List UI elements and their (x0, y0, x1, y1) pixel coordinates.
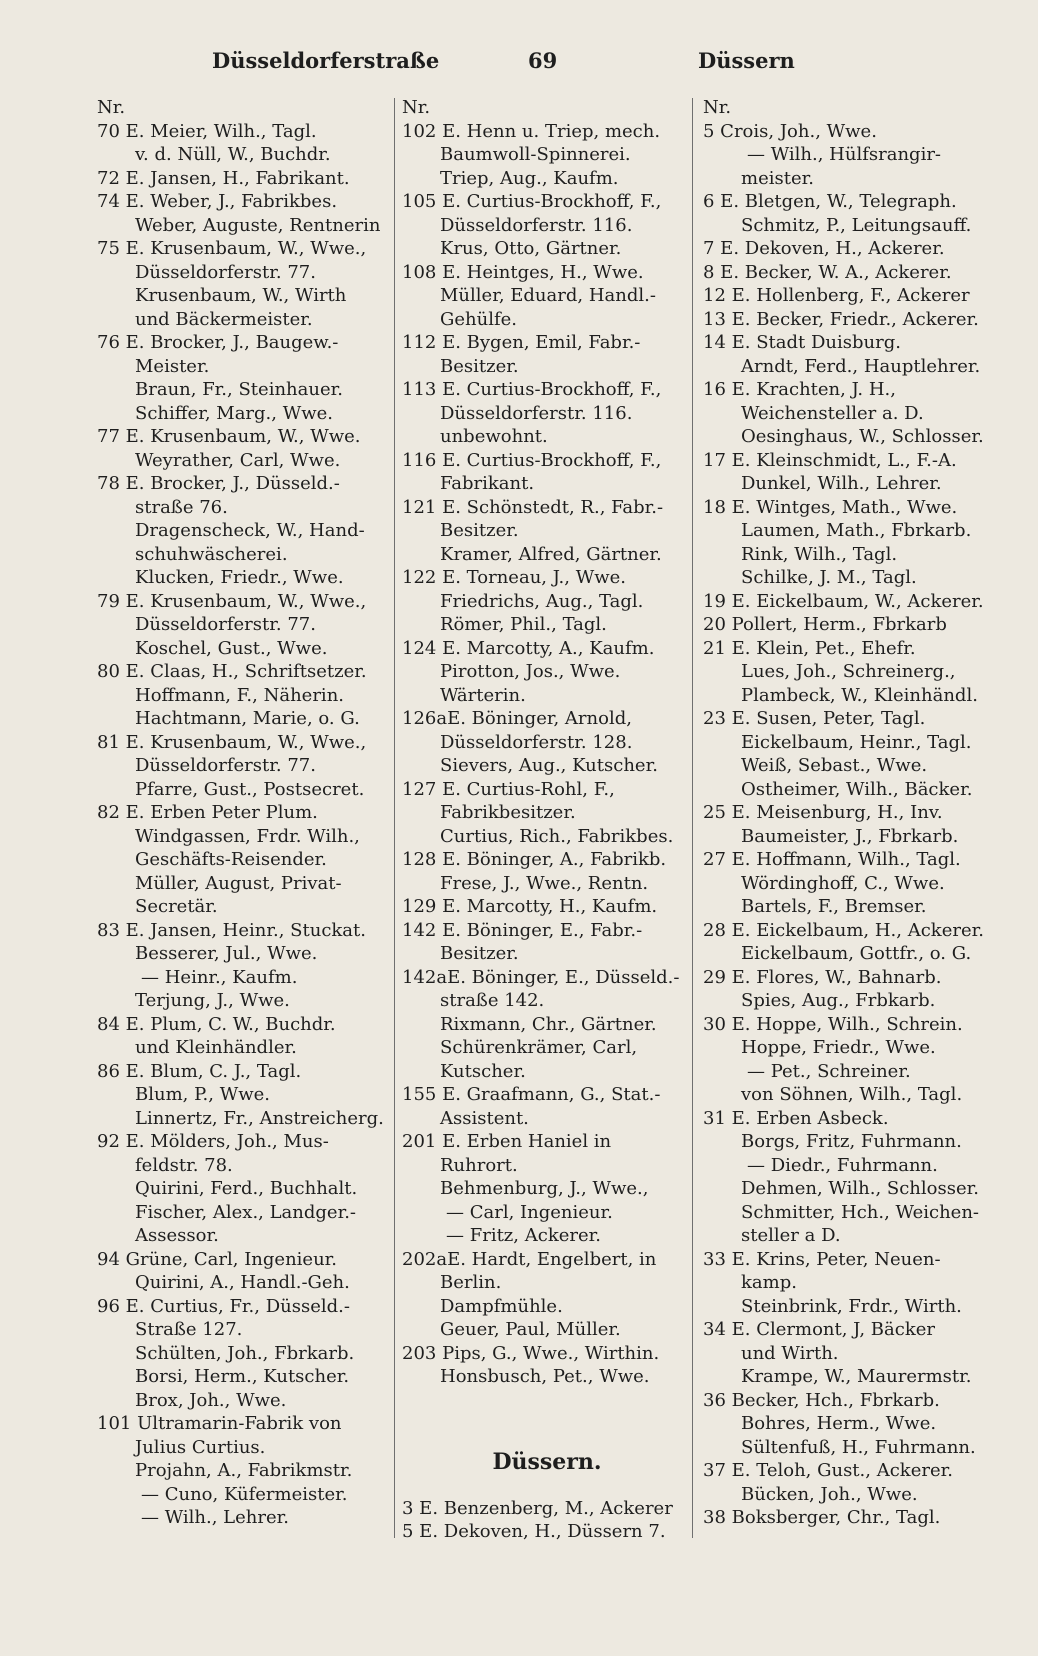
directory-line: Ostheimer, Wilh., Bäcker. (741, 778, 973, 800)
directory-line: unbewohnt. (440, 426, 548, 447)
directory-line: Pfarre, Gust., Postsecret. (135, 778, 365, 800)
directory-line: Römer, Phil., Tagl. (440, 614, 607, 635)
directory-line: 20 Pollert, Herm., Fbrkarb (703, 614, 947, 635)
column-2-entries (402, 96, 692, 1389)
directory-line: Oesinghaus, W., Schlosser. (741, 426, 984, 447)
directory-line: 127 E. Curtius-Rohl, F., (402, 778, 615, 800)
directory-line: — Heinr., Kaufm. (141, 966, 298, 988)
directory-line: Friedrichs, Aug., Tagl. (440, 590, 644, 612)
directory-line: 202aE. Hardt, Engelbert, in (402, 1248, 657, 1270)
directory-line: Fabrikant. (440, 473, 535, 494)
column-2 (402, 96, 692, 1544)
directory-line: Kramer, Alfred, Gärtner. (440, 543, 662, 565)
directory-line: Fabrikbesitzer. (440, 802, 576, 823)
directory-line: 14 E. Stadt Duisburg. (703, 332, 901, 353)
directory-line: Besitzer. (440, 355, 519, 377)
directory-line: Lues, Joh., Schreinerg., (741, 661, 956, 682)
directory-line: 75 E. Krusenbaum, W., Wwe., (97, 238, 367, 259)
directory-line: 33 E. Krins, Peter, Neuen- (703, 1248, 941, 1270)
directory-line: Fischer, Alex., Landger.- (135, 1201, 357, 1223)
directory-line: von Söhnen, Wilh., Tagl. (741, 1084, 963, 1105)
directory-line: 129 E. Marcotty, H., Kaufm. (402, 896, 658, 917)
directory-line: Assistent. (440, 1107, 529, 1129)
directory-line: Dehmen, Wilh., Schlosser. (741, 1178, 979, 1199)
directory-line: 28 E. Eickelbaum, H., Ackerer. (703, 919, 984, 941)
directory-line: 86 E. Blum, C. J., Tagl. (97, 1060, 302, 1082)
directory-line: Plambeck, W., Kleinhändl. (741, 684, 978, 706)
directory-line: Weichensteller a. D. (741, 402, 924, 424)
column-2-section-entries (402, 1497, 692, 1544)
directory-line: 37 E. Teloh, Gust., Ackerer. (703, 1460, 953, 1481)
directory-line: Bücken, Joh., Wwe. (741, 1483, 918, 1505)
page-header (0, 48, 1038, 88)
directory-line: 16 E. Krachten, J. H., (703, 379, 896, 400)
directory-line: 25 E. Meisenburg, H., Inv. (703, 802, 943, 823)
directory-line: Windgassen, Frdr. Wilh., (135, 825, 360, 847)
directory-line: 3 E. Benzenberg, M., Ackerer (402, 1497, 673, 1519)
directory-line: 94 Grüne, Carl, Ingenieur. (97, 1248, 338, 1270)
directory-line: Berlin. (440, 1272, 502, 1293)
header-street-name: Düsseldorferstraße (212, 48, 440, 73)
directory-line: 92 E. Mölders, Joh., Mus- (97, 1131, 329, 1152)
directory-line: Düsseldorferstr. 77. (135, 755, 316, 776)
directory-line: Schürenkrämer, Carl, (440, 1037, 638, 1058)
directory-line: 21 E. Klein, Pet., Ehefr. (703, 637, 916, 659)
directory-line: Krusenbaum, W., Wirth (135, 285, 347, 306)
directory-line: Braun, Fr., Steinhauer. (135, 379, 343, 400)
directory-line: Düsseldorferstr. 116. (440, 214, 633, 236)
directory-line: Rink, Wilh., Tagl. (741, 543, 898, 565)
directory-line: Dunkel, Wilh., Lehrer. (741, 473, 942, 494)
directory-line: 6 E. Bletgen, W., Telegraph. (703, 191, 957, 212)
directory-line: Projahn, A., Fabrikmstr. (135, 1460, 353, 1481)
directory-line: Pirotton, Jos., Wwe. (440, 661, 621, 682)
directory-line: Julius Curtius. (135, 1436, 266, 1458)
directory-line: Hachtmann, Marie, o. G. (135, 708, 360, 729)
directory-line: Weyrather, Carl, Wwe. (135, 449, 341, 471)
directory-line: Rixmann, Chr., Gärtner. (440, 1013, 657, 1035)
directory-line: 128 E. Böninger, A., Fabrikb. (402, 849, 667, 870)
page-number: 69 (528, 48, 558, 73)
directory-line: Honsbusch, Pet., Wwe. (440, 1366, 650, 1387)
directory-line: Krus, Otto, Gärtner. (440, 238, 622, 259)
directory-line: 76 E. Brocker, J., Baugew.- (97, 332, 339, 353)
directory-line: Müller, Eduard, Handl.- (440, 285, 656, 306)
directory-line: Schmitz, P., Leitungsauff. (741, 214, 972, 236)
directory-line: v. d. Nüll, W., Buchdr. (135, 144, 331, 165)
directory-line: 27 E. Hoffmann, Wilh., Tagl. (703, 849, 961, 870)
directory-line: 155 E. Graafmann, G., Stat.- (402, 1084, 661, 1105)
directory-line: Düsseldorferstr. 116. (440, 402, 633, 424)
directory-line: Schiffer, Marg., Wwe. (135, 402, 334, 424)
header-district-name: Düssern (698, 48, 795, 73)
directory-line: Blum, P., Wwe. (135, 1084, 270, 1105)
directory-line: Klucken, Friedr., Wwe. (135, 567, 344, 588)
directory-line: Dampfmühle. (440, 1295, 563, 1317)
directory-line: 142aE. Böninger, E., Düsseld.- (402, 966, 680, 988)
directory-line: Secretär. (135, 896, 218, 917)
directory-line: 36 Becker, Hch., Fbrkarb. (703, 1389, 940, 1411)
directory-line: 142 E. Böninger, E., Fabr.- (402, 919, 643, 941)
directory-line: 203 Pips, G., Wwe., Wirthin. (402, 1342, 660, 1364)
directory-line: Terjung, J., Wwe. (135, 990, 290, 1011)
directory-line: Hoppe, Friedr., Wwe. (741, 1037, 936, 1058)
directory-line: — Fritz, Ackerer. (446, 1225, 601, 1246)
directory-line: Steinbrink, Frdr., Wirth. (741, 1295, 962, 1317)
directory-line: 112 E. Bygen, Emil, Fabr.- (402, 332, 641, 353)
directory-line: 79 E. Krusenbaum, W., Wwe., (97, 590, 367, 612)
directory-line: Baumwoll-Spinnerei. (440, 144, 631, 165)
directory-line: Eickelbaum, Heinr., Tagl. (741, 731, 972, 753)
directory-line: schuhwäscherei. (135, 543, 288, 565)
directory-line: Laumen, Math., Fbrkarb. (741, 520, 972, 541)
directory-line: feldstr. 78. (135, 1154, 233, 1176)
directory-line: 30 E. Hoppe, Wilh., Schrein. (703, 1013, 963, 1035)
directory-line: und Bäckermeister. (135, 308, 313, 330)
directory-line: 74 E. Weber, J., Fabrikbes. (97, 191, 338, 212)
directory-line: Düsseldorferstr. 77. (135, 614, 316, 635)
directory-line: 81 E. Krusenbaum, W., Wwe., (97, 731, 367, 753)
directory-line: Frese, J., Wwe., Rentn. (440, 872, 649, 894)
directory-line: Nr. (402, 97, 431, 118)
directory-line: Eickelbaum, Gottfr., o. G. (741, 943, 972, 964)
directory-line: 18 E. Wintges, Math., Wwe. (703, 496, 958, 518)
directory-line: — Carl, Ingenieur. (446, 1201, 613, 1223)
directory-line: 80 E. Claas, H., Schriftsetzer. (97, 661, 367, 682)
section-title: Düssern. (492, 1448, 602, 1475)
directory-line: 70 E. Meier, Wilh., Tagl. (97, 120, 317, 142)
directory-line: Sievers, Aug., Kutscher. (440, 755, 658, 776)
directory-line: 12 E. Hollenberg, F., Ackerer (703, 285, 970, 306)
directory-line: Besitzer. (440, 943, 519, 964)
directory-line: straße 76. (135, 496, 228, 518)
directory-line: 19 E. Eickelbaum, W., Ackerer. (703, 590, 984, 612)
directory-line: 5 E. Dekoven, H., Düssern 7. (402, 1521, 666, 1542)
directory-line: 82 E. Erben Peter Plum. (97, 802, 318, 823)
directory-line: Geschäfts-Reisender. (135, 849, 327, 870)
directory-line: und Kleinhändler. (135, 1037, 297, 1058)
directory-line: 34 E. Clermont, J, Bäcker (703, 1319, 935, 1340)
directory-line: 122 E. Torneau, J., Wwe. (402, 567, 626, 588)
directory-line: Wördinghoff, C., Wwe. (741, 872, 945, 894)
directory-line: 201 E. Erben Haniel in (402, 1131, 612, 1152)
directory-line: Ruhrort. (440, 1154, 518, 1176)
directory-line: Weber, Auguste, Rentnerin (135, 214, 381, 236)
directory-line: 108 E. Heintges, H., Wwe. (402, 261, 644, 283)
directory-line: Borsi, Herm., Kutscher. (135, 1366, 350, 1387)
column-divider (692, 98, 693, 1538)
directory-line: — Pet., Schreiner. (747, 1060, 911, 1082)
directory-line: 31 E. Erben Asbeck. (703, 1107, 889, 1129)
directory-line: Meister. (135, 355, 210, 377)
column-divider (394, 98, 395, 1538)
directory-line: Assessor. (135, 1225, 219, 1246)
directory-line: steller a D. (741, 1225, 841, 1246)
directory-line: Nr. (703, 97, 732, 118)
directory-line: 84 E. Plum, C. W., Buchdr. (97, 1013, 336, 1035)
directory-line: Behmenburg, J., Wwe., (440, 1178, 649, 1199)
directory-line: Curtius, Rich., Fabrikbes. (440, 825, 674, 847)
directory-line: 17 E. Kleinschmidt, L., F.-A. (703, 449, 957, 471)
directory-line: 116 E. Curtius-Brockhoff, F., (402, 449, 662, 471)
directory-line: 77 E. Krusenbaum, W., Wwe. (97, 426, 361, 447)
directory-line: Weiß, Sebast., Wwe. (741, 755, 928, 776)
directory-line: Koschel, Gust., Wwe. (135, 637, 328, 659)
directory-line: Besitzer. (440, 520, 519, 541)
directory-line: Schmitter, Hch., Weichen- (741, 1201, 979, 1223)
directory-line: straße 142. (440, 990, 545, 1011)
directory-line: Krampe, W., Maurermstr. (741, 1366, 972, 1387)
directory-line: Sültenfuß, H., Fuhrmann. (741, 1436, 976, 1458)
directory-line: 29 E. Flores, W., Bahnarb. (703, 966, 942, 988)
directory-line: Quirini, A., Handl.-Geh. (135, 1272, 350, 1293)
directory-line: 102 E. Henn u. Triep, mech. (402, 120, 661, 142)
directory-line: Hoffmann, F., Näherin. (135, 684, 345, 706)
directory-line: 121 E. Schönstedt, R., Fabr.- (402, 496, 664, 518)
directory-line: 72 E. Jansen, H., Fabrikant. (97, 167, 350, 189)
directory-line: 105 E. Curtius-Brockhoff, F., (402, 191, 662, 212)
directory-line: 113 E. Curtius-Brockhoff, F., (402, 379, 662, 400)
directory-line: Quirini, Ferd., Buchhalt. (135, 1178, 358, 1199)
directory-line: Kutscher. (440, 1060, 526, 1082)
directory-line: Schilke, J. M., Tagl. (741, 567, 917, 588)
directory-line: Dragenscheck, W., Hand- (135, 520, 365, 541)
directory-line: Düsseldorferstr. 128. (440, 731, 633, 753)
directory-line: Besserer, Jul., Wwe. (135, 943, 318, 964)
directory-line: 96 E. Curtius, Fr., Düsseld.- (97, 1295, 350, 1317)
directory-line: 78 E. Brocker, J., Düsseld.- (97, 473, 340, 494)
column-1 (97, 96, 387, 1530)
directory-line: Bartels, F., Bremser. (741, 896, 927, 917)
directory-line: und Wirth. (741, 1342, 839, 1364)
directory-line: Gehülfe. (440, 308, 518, 330)
directory-line: Düsseldorferstr. 77. (135, 261, 316, 283)
directory-line: 13 E. Becker, Friedr., Ackerer. (703, 308, 979, 330)
directory-line: — Diedr., Fuhrmann. (747, 1154, 938, 1176)
directory-line: Schülten, Joh., Fbrkarb. (135, 1342, 355, 1364)
directory-line: Baumeister, J., Fbrkarb. (741, 825, 959, 847)
directory-line: — Wilh., Lehrer. (141, 1507, 289, 1528)
directory-line: Geuer, Paul, Müller. (440, 1319, 621, 1340)
column-3 (703, 96, 1003, 1530)
directory-line: meister. (741, 167, 814, 189)
directory-line: 124 E. Marcotty, A., Kaufm. (402, 637, 655, 659)
directory-line: Nr. (97, 97, 126, 118)
directory-line: 126aE. Böninger, Arnold, (402, 708, 632, 729)
directory-line: Brox, Joh., Wwe. (135, 1389, 287, 1411)
directory-line: Wärterin. (440, 684, 526, 706)
directory-line: Borgs, Fritz, Fuhrmann. (741, 1131, 962, 1152)
directory-line: Spies, Aug., Frbkarb. (741, 990, 936, 1011)
directory-line: 8 E. Becker, W. A., Ackerer. (703, 261, 952, 283)
directory-line: kamp. (741, 1272, 797, 1293)
directory-line: Bohres, Herm., Wwe. (741, 1413, 937, 1434)
directory-line: 101 Ultramarin-Fabrik von (97, 1413, 342, 1434)
directory-line: Müller, August, Privat- (135, 872, 342, 894)
directory-line: 83 E. Jansen, Heinr., Stuckat. (97, 919, 366, 941)
directory-line: 7 E. Dekoven, H., Ackerer. (703, 238, 945, 259)
directory-line: 23 E. Susen, Peter, Tagl. (703, 708, 926, 729)
directory-line: 5 Crois, Joh., Wwe. (703, 120, 877, 142)
directory-line: Linnertz, Fr., Anstreicherg. (135, 1107, 384, 1129)
directory-line: Arndt, Ferd., Hauptlehrer. (741, 355, 981, 377)
directory-line: Triep, Aug., Kaufm. (440, 167, 619, 189)
directory-line: — Wilh., Hülfsrangir- (747, 144, 942, 165)
directory-line: — Cuno, Küfermeister. (141, 1483, 348, 1505)
directory-line: 38 Boksberger, Chr., Tagl. (703, 1507, 941, 1528)
directory-line: Straße 127. (135, 1319, 243, 1340)
